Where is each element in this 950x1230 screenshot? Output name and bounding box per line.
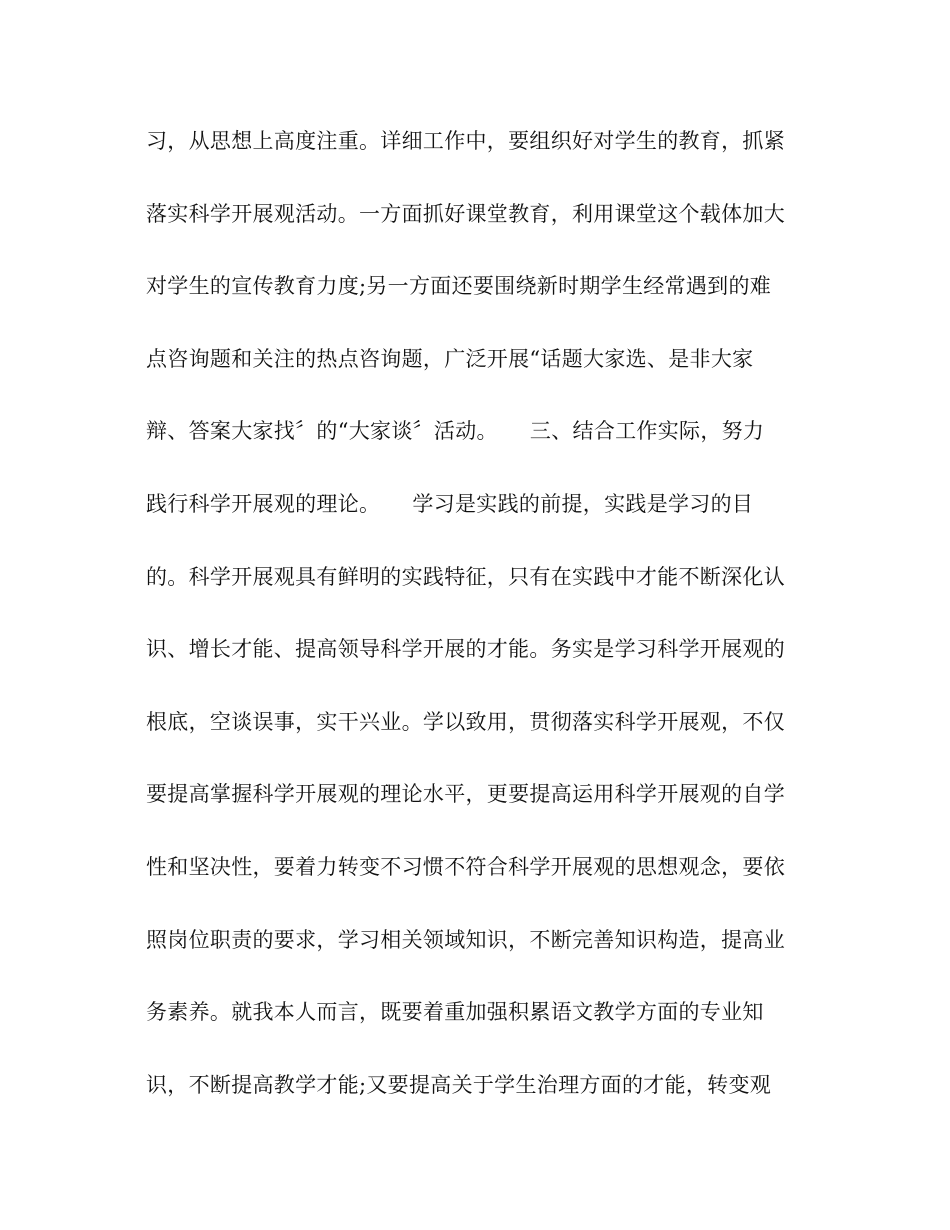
text-line-5: 辩、答案大家找〞的“大家谈〞活动。 三、结合工作实际，努力 [146, 419, 765, 444]
text-line-14: 识，不断提高教学才能;又要提高关于学生治理方面的才能，转变观 [146, 1072, 772, 1097]
text-line-6: 践行科学开展观的理论。 学习是实践的前提，实践是学习的目 [146, 491, 754, 516]
text-line-1: 习，从思想上高度注重。详细工作中，要组织好对学生的教育，抓紧 [146, 129, 785, 153]
text-line-13: 务素养。就我本人而言，既要着重加强积累语文教学方面的专业知 [146, 1000, 764, 1025]
document-body [146, 121, 826, 1137]
text-line-8: 识、增长才能、提高领导科学开展的才能。务实是学习科学开展观的 [146, 637, 785, 662]
text-line-2: 落实科学开展观活动。一方面抓好课堂教育，利用课堂这个载体加大 [146, 201, 785, 226]
text-line-7: 的。科学开展观具有鲜明的实践特征，只有在实践中才能不断深化认 [146, 564, 785, 589]
text-line-4: 点咨询题和关注的热点咨询题，广泛开展“话题大家选、是非大家 [146, 346, 754, 371]
text-line-11: 性和坚决性，要着力转变不习惯不符合科学开展观的思想观念，要依 [146, 854, 785, 879]
text-line-12: 照岗位职责的要求，学习相关领域知识，不断完善知识构造，提高业 [146, 927, 785, 952]
text-line-10: 要提高掌握科学开展观的理论水平，更要提高运用科学开展观的自学 [146, 782, 785, 807]
text-line-3: 对学生的宣传教育力度;另一方面还要围绕新时期学生经常遇到的难 [146, 274, 772, 299]
text-line-9: 根底，空谈误事，实干兴业。学以致用，贯彻落实科学开展观，不仅 [146, 709, 785, 734]
